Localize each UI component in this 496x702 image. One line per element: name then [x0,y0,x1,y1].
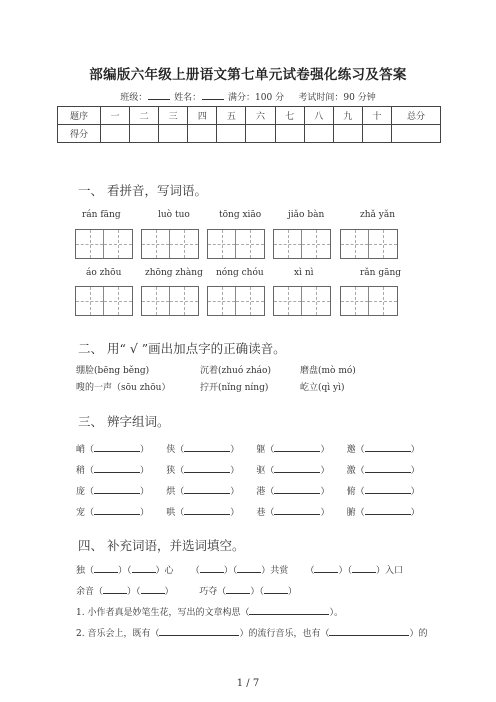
char: 侠 [166,445,176,455]
answer-blank[interactable] [94,442,140,452]
score-table-score-row [58,125,441,143]
question-text: 1. 小作者真是妙笔生花，写出的文章构思（ [76,608,250,618]
reading-item[interactable]: 屹立(qì yì) [300,383,345,393]
score-table-cell: 六 [246,107,275,125]
answer-blank[interactable] [184,505,230,515]
reading-item[interactable]: 磨盘(mò mó) [300,366,356,376]
idiom-text: （ [190,566,200,576]
pinyin-label: rǎn gāng [360,268,402,278]
time-label: 考试时间：90 分钟 [298,93,376,103]
writing-grid[interactable] [340,286,398,316]
question-2 [76,626,427,639]
pinyin-label: nóng chóu [216,268,264,278]
question-text: ）的 [409,629,428,639]
answer-blank[interactable] [184,463,230,473]
answer-blank[interactable] [274,484,320,494]
score-table-cell: 总分 [392,107,441,125]
page-number: 1 / 7 [236,678,260,689]
answer-blank[interactable] [274,463,320,473]
class-blank[interactable] [148,90,170,100]
answer-blank[interactable] [352,563,376,573]
char: 庞 [76,487,86,497]
score-input-cell[interactable] [159,125,188,143]
score-input-cell[interactable] [392,125,441,143]
name-label: 姓名： [174,93,202,103]
word-row: 庞（ ） 烘（ ） 港（ ） 俯（ ） [76,484,420,497]
name-blank[interactable] [202,90,224,100]
reading-item[interactable]: 嗖的一声（sōu zhōu） [76,383,171,393]
score-input-cell[interactable] [188,125,217,143]
score-table [57,106,441,143]
answer-blank[interactable] [94,463,140,473]
writing-grid[interactable] [75,286,133,316]
answer-blank[interactable] [94,563,118,573]
score-table-cell: 题序 [58,107,101,125]
score-table-cell: 五 [217,107,246,125]
char: 腑 [346,508,356,518]
question-1 [76,605,343,618]
writing-grid[interactable] [141,229,199,259]
char: 邀 [346,445,356,455]
reading-item[interactable]: 绷脸(bēng běng) [76,366,150,376]
answer-blank[interactable] [184,484,230,494]
writing-grid[interactable] [340,229,398,259]
char: 哄 [166,508,176,518]
reading-item[interactable]: 拧开(nǐng níng) [200,383,269,393]
char: 巷 [256,508,266,518]
score-label: 满分：100 分 [228,93,285,103]
answer-blank[interactable] [314,563,338,573]
pinyin-label: áo zhōu [86,268,122,278]
answer-blank[interactable] [103,584,127,594]
idiom-text: ）（ [223,566,238,576]
score-table-cell: 九 [333,107,362,125]
exam-info [0,90,496,103]
class-label: 班级： [120,93,148,103]
idiom-line [76,563,403,576]
answer-blank[interactable] [237,563,261,573]
pinyin-label: tōng xiāo [219,210,262,220]
score-input-cell[interactable] [304,125,333,143]
score-input-cell[interactable] [101,125,130,143]
char: 激 [346,466,356,476]
answer-blank[interactable] [141,584,165,594]
score-table-cell: 八 [304,107,333,125]
score-table-cell: 七 [275,107,304,125]
answer-blank[interactable] [365,442,411,452]
char: 躯 [256,445,266,455]
char: 峭 [76,445,86,455]
pinyin-label: jiǎo bàn [288,210,325,220]
section-4-heading: 四、 补充词语，并选词填空。 [78,538,245,553]
score-input-cell[interactable] [217,125,246,143]
score-table-cell: 四 [188,107,217,125]
score-table-cell: 三 [159,107,188,125]
answer-blank[interactable] [184,442,230,452]
answer-blank[interactable] [365,505,411,515]
score-table-cell: 十 [362,107,391,125]
writing-grid[interactable] [75,229,133,259]
idiom-text: ）（ [127,587,141,597]
idiom-text: ）（ [338,566,352,576]
writing-grid[interactable] [141,286,199,316]
writing-grid[interactable] [273,286,331,316]
char: 烘 [166,487,176,497]
char: 狭 [166,466,176,476]
char: 稍 [76,466,86,476]
word-row: 宠（ ） 哄（ ） 巷（ ） 腑（ ） [76,505,420,518]
word-row: 稍（ ） 狭（ ） 驱（ ） 激（ ） [76,463,420,476]
answer-blank[interactable] [226,584,250,594]
score-table-header-row [58,107,441,125]
pinyin-label: xì nì [294,268,314,278]
question-text: ）的流行音乐，也有（ [239,629,330,639]
answer-blank[interactable] [249,605,329,615]
score-input-cell[interactable] [333,125,362,143]
writing-grid[interactable] [273,229,331,259]
idiom-text: 余音（ [76,587,104,597]
reading-item[interactable]: 沉着(zhuó zháo) [200,366,271,376]
idiom-text: ）（ [118,566,132,576]
idiom-line [76,584,297,597]
section-1-heading: 一、 看拼音，写词语。 [78,183,207,198]
pinyin-label: zhǎ yǎn [360,210,396,220]
page-title: 部编版六年级上册语文第七单元试卷强化练习及答案 [89,67,407,83]
answer-blank[interactable] [329,626,409,636]
answer-blank[interactable] [94,484,140,494]
idiom-text: ）心 [155,566,174,576]
section-3-heading: 三、 辨字组词。 [78,414,170,429]
idiom-text: ）共赏 [261,566,289,576]
char: 宠 [76,508,86,518]
idiom-text: ） [287,587,297,597]
char: 驱 [256,466,266,476]
pinyin-label: luò tuo [158,210,190,220]
answer-blank[interactable] [200,563,224,573]
idiom-text: 巧夺（ [199,587,227,597]
idiom-text: ）（ [250,587,264,597]
char: 港 [256,487,266,497]
answer-blank[interactable] [365,463,411,473]
idiom-text: ）入口 [375,566,403,576]
score-table-cell: 二 [130,107,159,125]
answer-blank[interactable] [274,505,320,515]
idiom-text: 独（ [76,566,95,576]
question-text: 2. 音乐会上，既有（ [76,629,160,639]
writing-grid[interactable] [207,229,265,259]
answer-blank[interactable] [94,505,140,515]
writing-grid[interactable] [207,286,265,316]
score-input-cell[interactable] [130,125,159,143]
question-text: ）。 [329,608,343,618]
section-2-heading: 二、 用“ √ ”画出加点字的正确读音。 [78,341,286,356]
char: 俯 [346,487,356,497]
pinyin-label: rán fāng [82,210,121,220]
answer-blank[interactable] [132,563,156,573]
answer-blank[interactable] [365,484,411,494]
answer-blank[interactable] [274,442,320,452]
answer-blank[interactable] [159,626,239,636]
pinyin-label: zhōng zhàng [145,268,203,278]
idiom-text: ） [164,587,174,597]
idiom-text: （ [305,566,315,576]
score-input-cell[interactable] [362,125,391,143]
score-input-cell[interactable] [246,125,275,143]
score-table-cell: 得分 [58,125,101,143]
answer-blank[interactable] [264,584,288,594]
score-input-cell[interactable] [275,125,304,143]
score-table-cell: 一 [101,107,130,125]
word-row: 峭（ ） 侠（ ） 躯（ ） 邀（ ） [76,442,420,455]
